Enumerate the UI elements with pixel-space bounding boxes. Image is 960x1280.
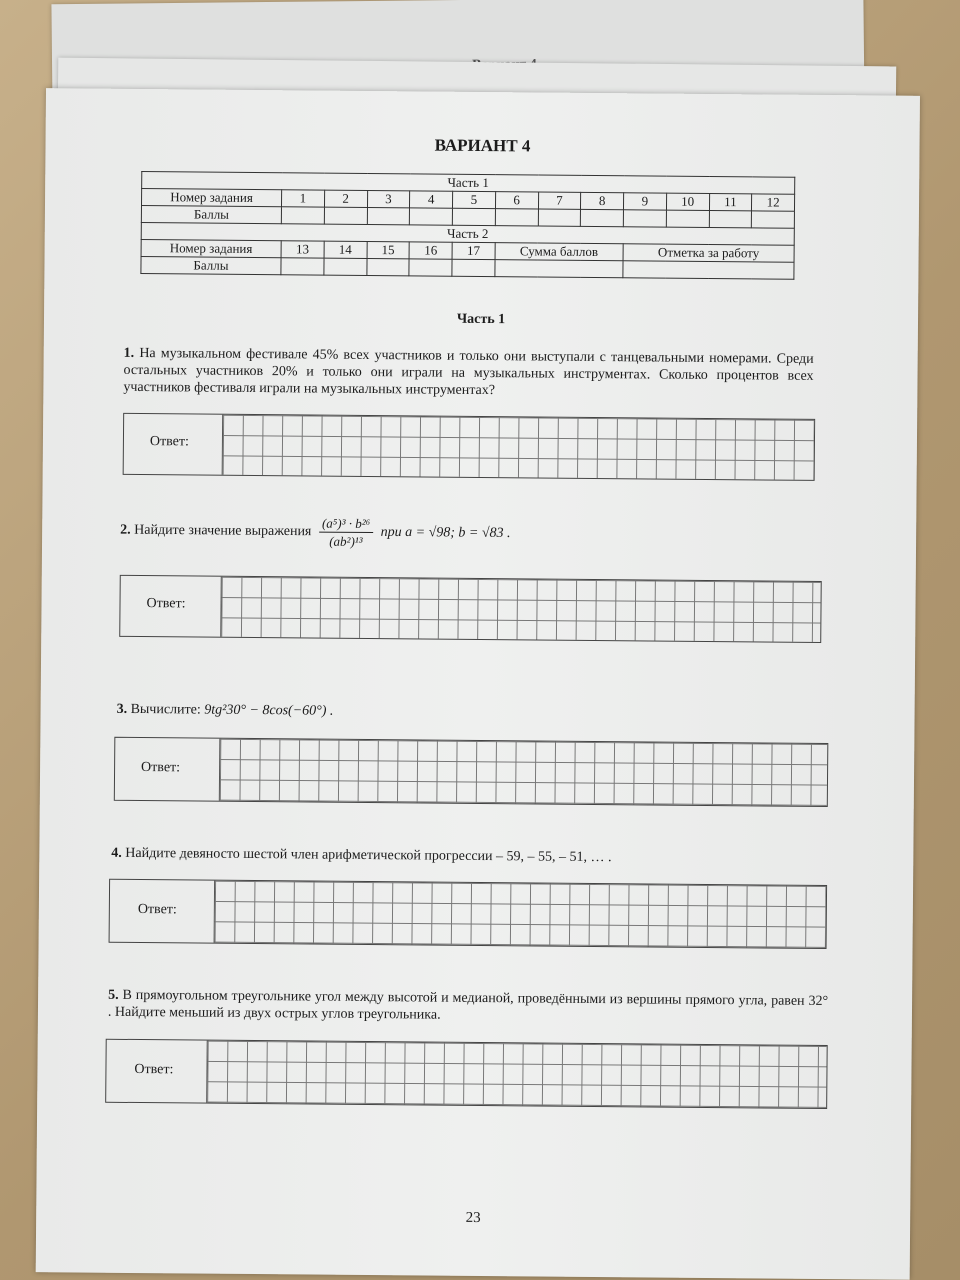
task-number-label: Номер задания <box>141 189 281 207</box>
task-1 <box>123 345 813 402</box>
task-num: 6 <box>495 192 538 209</box>
answer-label: Ответ: <box>149 434 189 450</box>
task-number: 4. <box>111 845 122 861</box>
task-text: На музыкальном фестивале 45% всех участников и только они выступали с танцевальными номерами. Среди остальных участников 20% и только они играли на музыкальных инструментах. Сколько процентов всех участников фестиваля играли на музыкальных инструментах? <box>123 346 814 399</box>
points-cell[interactable] <box>409 259 452 276</box>
task-text: Вычислите: <box>130 701 201 718</box>
points-cell[interactable] <box>324 258 367 275</box>
task-num: 5 <box>452 191 495 208</box>
task-condition: при a = √98; b = √83 . <box>380 524 511 541</box>
points-cell[interactable] <box>495 209 538 226</box>
answer-grid[interactable] <box>206 1041 827 1108</box>
answer-box-4 <box>109 879 828 949</box>
points-cell[interactable] <box>452 259 495 276</box>
task-num: 4 <box>410 191 453 208</box>
answer-grid[interactable] <box>222 415 815 480</box>
sum-label: Сумма баллов <box>495 243 623 261</box>
answer-box-1 <box>123 413 816 481</box>
answer-box-3 <box>114 737 829 807</box>
task-num: 8 <box>581 192 624 209</box>
task-num: 15 <box>367 241 410 258</box>
task-num: 11 <box>709 193 752 210</box>
page-title: ВАРИАНТ 4 <box>434 135 531 156</box>
task-2 <box>120 513 820 554</box>
answer-grid[interactable] <box>220 577 821 642</box>
task-number: 5. <box>108 987 119 1003</box>
points-cell[interactable] <box>709 210 752 227</box>
points-cell[interactable] <box>324 207 367 224</box>
points-cell[interactable] <box>666 210 709 227</box>
task-num: 9 <box>623 193 666 210</box>
task-number: 1. <box>123 345 135 361</box>
points-cell[interactable] <box>752 211 795 228</box>
points-cell[interactable] <box>281 258 324 275</box>
task-3 <box>117 701 817 724</box>
task-number: 3. <box>116 701 128 717</box>
task-num: 7 <box>538 192 581 209</box>
answer-box-5 <box>105 1039 828 1109</box>
points-cell[interactable] <box>452 208 495 225</box>
grade-cell[interactable] <box>623 261 794 279</box>
answer-grid[interactable] <box>219 739 828 806</box>
points-cell[interactable] <box>538 209 581 226</box>
task-num: 2 <box>324 190 367 207</box>
task-num: 17 <box>452 242 495 259</box>
answer-label: Ответ: <box>134 1061 174 1078</box>
task-number: 2. <box>120 522 131 538</box>
points-label: Баллы <box>141 257 281 275</box>
answer-label: Ответ: <box>137 902 177 918</box>
task-num: 12 <box>752 194 795 211</box>
grade-label: Отметка за работу <box>623 244 794 262</box>
points-cell[interactable] <box>367 207 410 224</box>
answer-grid[interactable] <box>214 881 827 948</box>
sum-cell[interactable] <box>495 260 623 278</box>
task-4 <box>111 845 831 868</box>
section-title: Часть 1 <box>456 311 506 328</box>
points-label: Баллы <box>141 206 281 224</box>
exam-page <box>36 88 920 1280</box>
task-num: 16 <box>409 242 452 259</box>
task-num: 14 <box>324 241 367 258</box>
fraction-denominator: (ab²)¹³ <box>329 533 363 549</box>
task-number-label: Номер задания <box>141 240 281 258</box>
task-num: 3 <box>367 190 410 207</box>
expression-fraction <box>319 515 374 550</box>
task-text: Найдите значение выражения <box>134 522 312 540</box>
task-num: 10 <box>666 193 709 210</box>
answer-label: Ответ: <box>146 596 186 612</box>
score-table <box>140 171 795 280</box>
task-expression: 9tg²30° − 8cos(−60°) . <box>204 702 334 719</box>
page-number: 23 <box>465 1209 481 1227</box>
part1-header: Часть 1 <box>142 172 795 195</box>
points-cell[interactable] <box>581 209 624 226</box>
task-num: 13 <box>281 241 324 258</box>
points-cell[interactable] <box>366 258 409 275</box>
answer-box-2 <box>119 575 822 643</box>
task-num: 1 <box>281 190 324 207</box>
task-text: В прямоугольном треугольнике угол между высотой и медианой, проведёнными из вершины прямого угла, равен 32° . Найдите меньший из двух острых углов треугольника. <box>107 987 829 1023</box>
task-5 <box>108 987 828 1027</box>
points-cell[interactable] <box>281 207 324 224</box>
answer-label: Ответ: <box>141 760 181 776</box>
fraction-numerator: (a⁵)³ · b²⁶ <box>319 515 373 533</box>
part2-header: Часть 2 <box>141 223 794 246</box>
points-cell[interactable] <box>623 210 666 227</box>
points-cell[interactable] <box>410 208 453 225</box>
task-text: Найдите девяносто шестой член арифметической прогрессии – 59, – 55, – 51, … . <box>125 845 612 866</box>
